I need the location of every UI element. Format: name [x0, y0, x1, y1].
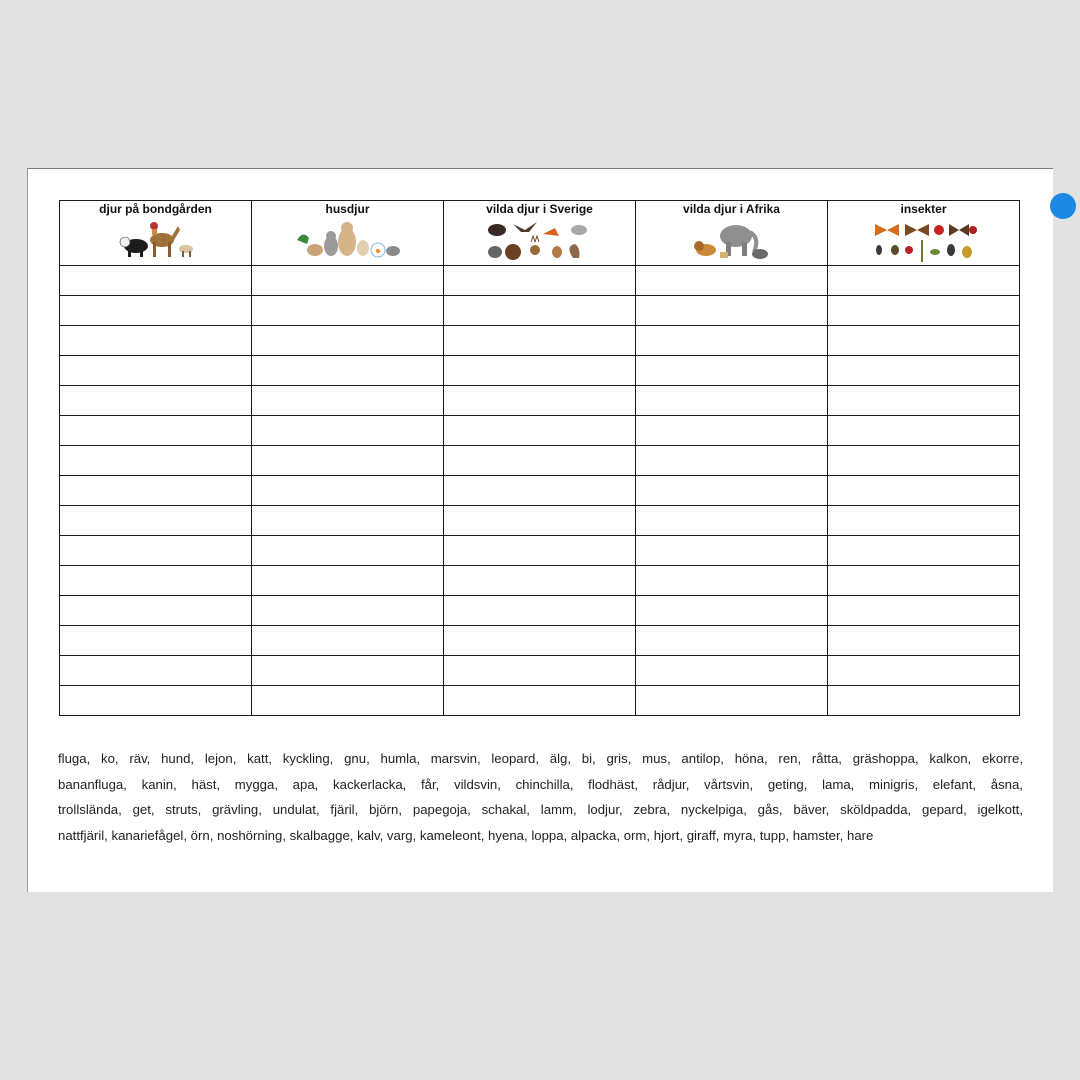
- column-header-pets: [252, 201, 444, 266]
- table-row: [60, 296, 1020, 326]
- answer-cell[interactable]: [252, 356, 444, 386]
- answer-cell[interactable]: [444, 626, 636, 656]
- answer-cell[interactable]: [60, 356, 252, 386]
- answer-cell[interactable]: [444, 386, 636, 416]
- answer-cell[interactable]: [60, 266, 252, 296]
- answer-cell[interactable]: [828, 266, 1020, 296]
- answer-cell[interactable]: [252, 266, 444, 296]
- table-header-row: [60, 201, 1020, 266]
- answer-cell[interactable]: [636, 536, 828, 566]
- answer-cell[interactable]: [444, 476, 636, 506]
- answer-cell[interactable]: [252, 686, 444, 716]
- column-header-africa: [636, 201, 828, 266]
- farm-animals-image: [116, 218, 196, 258]
- answer-cell[interactable]: [252, 296, 444, 326]
- answer-rows: [60, 266, 1020, 716]
- answer-cell[interactable]: [828, 536, 1020, 566]
- answer-cell[interactable]: [60, 326, 252, 356]
- column-header-sweden: [444, 201, 636, 266]
- answer-cell[interactable]: [636, 386, 828, 416]
- answer-cell[interactable]: [60, 386, 252, 416]
- blue-circle-button[interactable]: [1050, 193, 1080, 223]
- column-header-insects: [828, 201, 1020, 266]
- table-row: [60, 446, 1020, 476]
- answer-cell[interactable]: [636, 296, 828, 326]
- table-row: [60, 326, 1020, 356]
- answer-cell[interactable]: [636, 656, 828, 686]
- answer-cell[interactable]: [828, 506, 1020, 536]
- answer-cell[interactable]: [252, 656, 444, 686]
- answer-cell[interactable]: [60, 626, 252, 656]
- word-bank-line: nattfjäril, kanariefågel, örn, noshörning, skalbagge, kalv, varg, kameleont, hyena, loppa, alpacka, orm, hjort, giraff, myra, tupp, hamster, hare: [58, 827, 874, 843]
- answer-cell[interactable]: [636, 686, 828, 716]
- column-label: husdjur: [325, 202, 370, 216]
- answer-cell[interactable]: [636, 566, 828, 596]
- answer-cell[interactable]: [252, 476, 444, 506]
- column-label: djur på bondgården: [99, 202, 212, 216]
- answer-cell[interactable]: [636, 266, 828, 296]
- worksheet-page: [27, 168, 1053, 892]
- answer-cell[interactable]: [60, 446, 252, 476]
- answer-cell[interactable]: [828, 686, 1020, 716]
- answer-cell[interactable]: [636, 476, 828, 506]
- answer-cell[interactable]: [444, 566, 636, 596]
- answer-cell[interactable]: [444, 506, 636, 536]
- answer-cell[interactable]: [444, 326, 636, 356]
- answer-cell[interactable]: [828, 596, 1020, 626]
- table-row: [60, 386, 1020, 416]
- answer-cell[interactable]: [636, 416, 828, 446]
- answer-cell[interactable]: [252, 536, 444, 566]
- answer-cell[interactable]: [60, 656, 252, 686]
- table-row: [60, 656, 1020, 686]
- answer-cell[interactable]: [444, 266, 636, 296]
- answer-cell[interactable]: [60, 686, 252, 716]
- answer-cell[interactable]: [252, 326, 444, 356]
- answer-cell[interactable]: [444, 536, 636, 566]
- answer-cell[interactable]: [828, 566, 1020, 596]
- answer-cell[interactable]: [252, 596, 444, 626]
- column-label: vilda djur i Afrika: [683, 202, 780, 216]
- word-bank-line: fluga, ko, räv, hund, lejon, katt, kyckling, gnu, humla, marsvin, leopard, älg, bi, gris, mus, antilop, höna, ren, råtta, gräshoppa, kalkon, ekorre,: [58, 751, 1023, 766]
- answer-cell[interactable]: [828, 386, 1020, 416]
- answer-cell[interactable]: [60, 566, 252, 596]
- answer-cell[interactable]: [636, 596, 828, 626]
- answer-cell[interactable]: [444, 446, 636, 476]
- answer-cell[interactable]: [444, 596, 636, 626]
- word-bank: [58, 746, 1023, 848]
- column-header-farm: [60, 201, 252, 266]
- answer-cell[interactable]: [636, 356, 828, 386]
- answer-cell[interactable]: [252, 416, 444, 446]
- table-row: [60, 596, 1020, 626]
- answer-cell[interactable]: [636, 506, 828, 536]
- table-row: [60, 356, 1020, 386]
- answer-cell[interactable]: [252, 386, 444, 416]
- swedish-wildlife-image: [485, 218, 595, 262]
- answer-cell[interactable]: [444, 416, 636, 446]
- answer-cell[interactable]: [60, 506, 252, 536]
- answer-cell[interactable]: [828, 626, 1020, 656]
- word-bank-line: bananfluga, kanin, häst, mygga, apa, kackerlacka, får, vildsvin, chinchilla, flodhäst, rådjur, vårtsvin, geting, lama, minigris, elefant, åsna,: [58, 776, 1023, 792]
- table-row: [60, 416, 1020, 446]
- sorting-table: [59, 200, 1020, 716]
- table-row: [60, 626, 1020, 656]
- answer-cell[interactable]: [252, 566, 444, 596]
- answer-cell[interactable]: [444, 356, 636, 386]
- answer-cell[interactable]: [252, 506, 444, 536]
- column-label: vilda djur i Sverige: [486, 202, 593, 216]
- table-row: [60, 686, 1020, 716]
- answer-cell[interactable]: [60, 536, 252, 566]
- answer-cell[interactable]: [828, 356, 1020, 386]
- african-wildlife-image: [692, 218, 772, 262]
- answer-cell[interactable]: [444, 686, 636, 716]
- word-bank-line: trollslända, get, struts, grävling, undulat, fjäril, björn, papegoja, schakal, lamm, lodjur, zebra, nyckelpiga, gås, bäver, sköldpadda, gepard, igelkott,: [58, 802, 1023, 817]
- answer-cell[interactable]: [828, 326, 1020, 356]
- answer-cell[interactable]: [60, 596, 252, 626]
- insects-image: [869, 218, 979, 264]
- answer-cell[interactable]: [828, 416, 1020, 446]
- answer-cell[interactable]: [828, 446, 1020, 476]
- answer-cell[interactable]: [828, 656, 1020, 686]
- answer-cell[interactable]: [636, 446, 828, 476]
- table-row: [60, 506, 1020, 536]
- answer-cell[interactable]: [636, 626, 828, 656]
- table-row: [60, 476, 1020, 506]
- answer-cell[interactable]: [444, 296, 636, 326]
- table-row: [60, 266, 1020, 296]
- pets-image: [293, 218, 403, 258]
- answer-cell[interactable]: [60, 296, 252, 326]
- column-label: insekter: [900, 202, 947, 216]
- answer-cell[interactable]: [60, 416, 252, 446]
- answer-cell[interactable]: [828, 296, 1020, 326]
- answer-cell[interactable]: [252, 626, 444, 656]
- answer-cell[interactable]: [828, 476, 1020, 506]
- answer-cell[interactable]: [252, 446, 444, 476]
- answer-cell[interactable]: [636, 326, 828, 356]
- table-row: [60, 536, 1020, 566]
- answer-cell[interactable]: [60, 476, 252, 506]
- answer-cell[interactable]: [444, 656, 636, 686]
- table-row: [60, 566, 1020, 596]
